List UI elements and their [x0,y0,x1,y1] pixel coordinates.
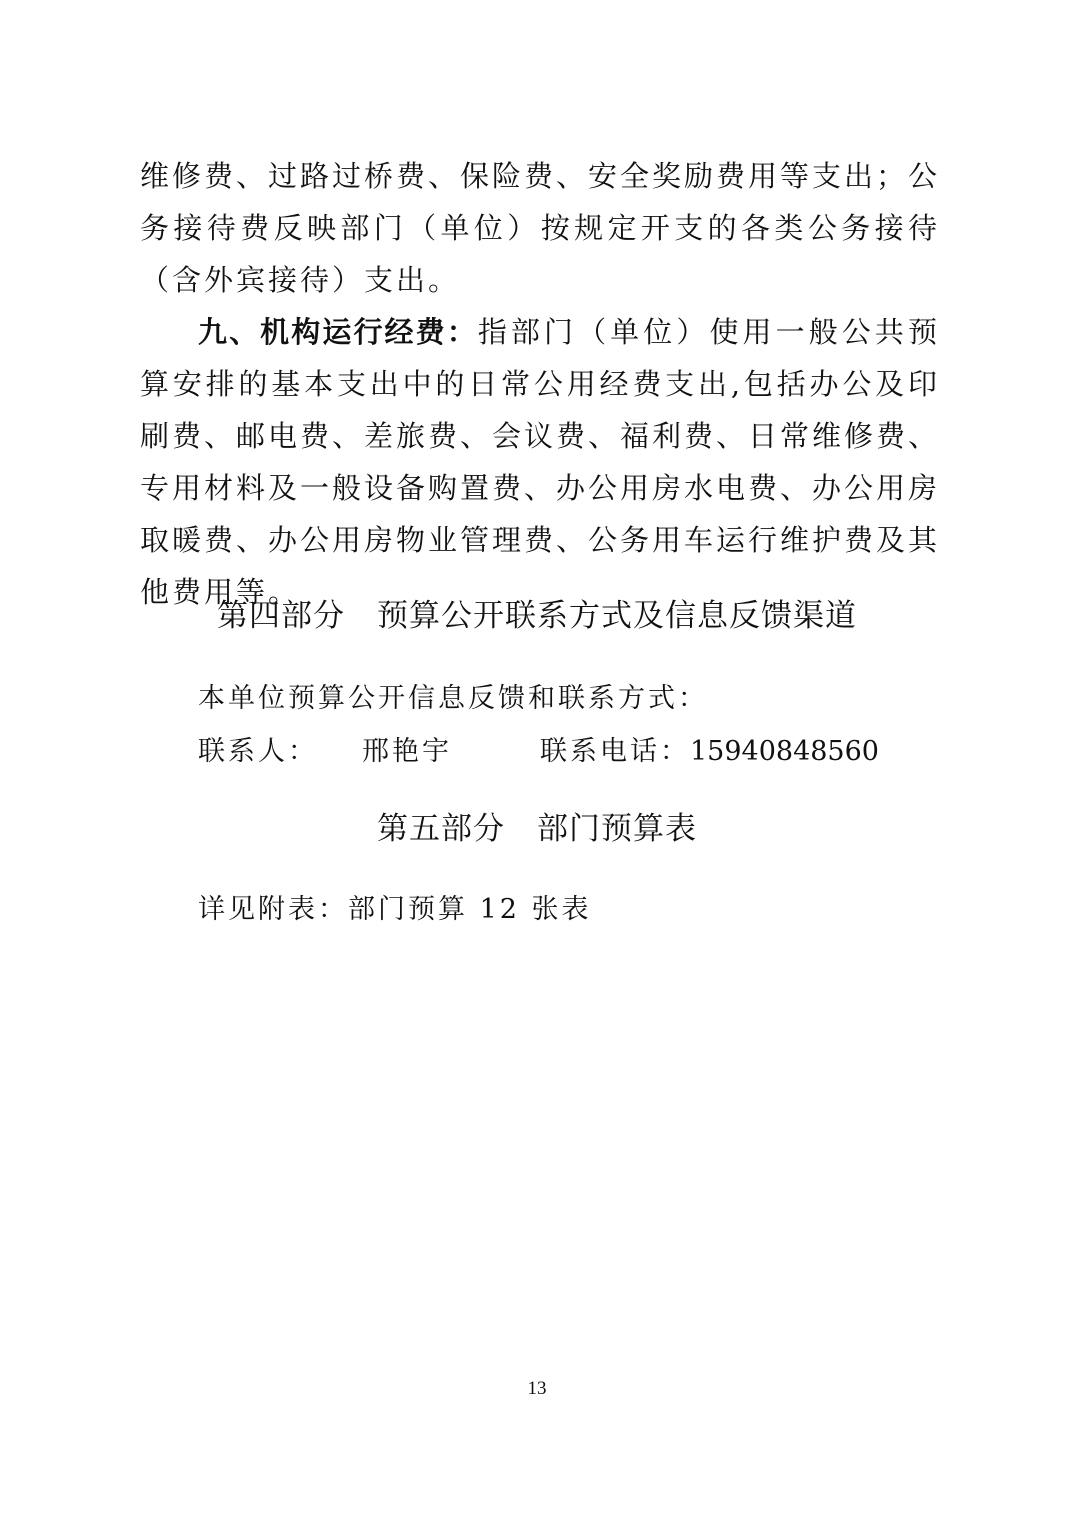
phone-label: 联系电话： [540,736,690,767]
contact-line [198,729,879,768]
paragraph-continuation: 维修费、过路过桥费、保险费、安全奖励费用等支出；公务接待费反映部门（单位）按规定开支的各类公务接待（含外宾接待）支出。 [140,159,941,297]
part5-detail: 详见附表：部门预算 12 张表 [198,894,592,925]
part5-heading: 第五部分 部门预算表 [377,811,697,847]
paragraph-section-nine [140,306,940,618]
section-nine-body: 指部门（单位）使用一般公共预算安排的基本支出中的日常公用经费支出,包括办公及印刷费、邮电费、差旅费、会议费、福利费、日常维修费、专用材料及一般设备购置费、办公用房水电费、办公用房取暖费、办公用房物业管理费、公务用车运行维护费及其他费用等。 [140,315,941,609]
part4-heading: 第四部分 预算公开联系方式及信息反馈渠道 [217,598,857,634]
section-nine-term: 九、机构运行经费： [198,315,478,349]
contact-label: 联系人： [198,736,318,767]
page-number: 13 [527,1378,547,1399]
contact-name: 邢艳宇 [362,736,452,767]
part4-intro: 本单位预算公开信息反馈和联系方式： [198,683,708,714]
phone-number: 15940848560 [690,736,879,767]
